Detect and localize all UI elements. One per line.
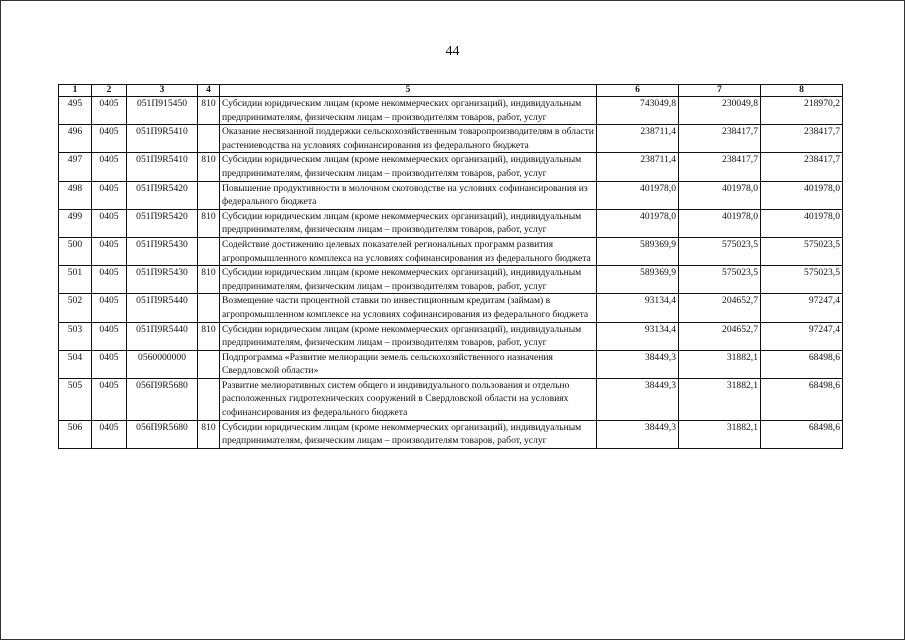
amount-col-6: 401978,0 (597, 209, 679, 237)
amount-col-7: 31882,1 (679, 350, 761, 378)
amount-col-6: 38449,3 (597, 350, 679, 378)
amount-col-6: 38449,3 (597, 420, 679, 448)
expense-kind-code: 810 (198, 209, 220, 237)
row-number: 498 (59, 181, 92, 209)
target-article-code: 056П9R5680 (127, 378, 198, 420)
table-header-row (59, 85, 843, 97)
expense-kind-code (198, 237, 220, 265)
target-article-code: 051П9R5430 (127, 266, 198, 294)
expense-kind-code (198, 125, 220, 153)
amount-col-8: 68498,6 (761, 378, 843, 420)
expense-kind-code (198, 378, 220, 420)
section-code: 0405 (92, 350, 127, 378)
section-code: 0405 (92, 294, 127, 322)
row-number: 503 (59, 322, 92, 350)
table-row (59, 322, 843, 350)
table-row (59, 294, 843, 322)
table-row (59, 125, 843, 153)
amount-col-6: 93134,4 (597, 294, 679, 322)
table-row (59, 378, 843, 420)
section-code: 0405 (92, 125, 127, 153)
amount-col-8: 68498,6 (761, 350, 843, 378)
expense-kind-code: 810 (198, 266, 220, 294)
amount-col-6: 38449,3 (597, 378, 679, 420)
item-name: Субсидии юридическим лицам (кроме некоммерческих организаций), индивидуальным предпринимателям, физическим лицам – производителям товаров, работ, услуг (220, 209, 597, 237)
target-article-code: 051П9R5410 (127, 125, 198, 153)
table-row (59, 97, 843, 125)
table-row (59, 181, 843, 209)
amount-col-8: 218970,2 (761, 97, 843, 125)
target-article-code: 051П9R5420 (127, 181, 198, 209)
table-row (59, 420, 843, 448)
table-row (59, 237, 843, 265)
amount-col-7: 401978,0 (679, 209, 761, 237)
table-row (59, 350, 843, 378)
table-row (59, 266, 843, 294)
page-number: 44 (445, 44, 460, 59)
target-article-code: 056П9R5680 (127, 420, 198, 448)
expense-kind-code: 810 (198, 97, 220, 125)
header-col-5: 5 (220, 85, 597, 97)
target-article-code: 051П9R5410 (127, 153, 198, 181)
item-name: Субсидии юридическим лицам (кроме некоммерческих организаций), индивидуальным предпринимателям, физическим лицам – производителям товаров, работ, услуг (220, 420, 597, 448)
header-col-1: 1 (59, 85, 92, 97)
target-article-code: 051П9R5440 (127, 294, 198, 322)
amount-col-6: 589369,9 (597, 266, 679, 294)
section-code: 0405 (92, 420, 127, 448)
amount-col-8: 575023,5 (761, 266, 843, 294)
amount-col-8: 401978,0 (761, 209, 843, 237)
expense-kind-code: 810 (198, 322, 220, 350)
item-name: Возмещение части процентной ставки по инвестиционным кредитам (займам) в агропромышленном комплексе на условиях софинансирования из федерального бюджета (220, 294, 597, 322)
header-col-8: 8 (761, 85, 843, 97)
budget-table (58, 84, 843, 449)
amount-col-6: 238711,4 (597, 153, 679, 181)
table-row (59, 209, 843, 237)
section-code: 0405 (92, 153, 127, 181)
item-name: Повышение продуктивности в молочном скотоводстве на условиях софинансирования из федерального бюджета (220, 181, 597, 209)
amount-col-6: 589369,9 (597, 237, 679, 265)
expense-kind-code (198, 350, 220, 378)
row-number: 504 (59, 350, 92, 378)
amount-col-8: 97247,4 (761, 322, 843, 350)
row-number: 506 (59, 420, 92, 448)
section-code: 0405 (92, 209, 127, 237)
amount-col-7: 575023,5 (679, 266, 761, 294)
item-name: Развитие мелиоративных систем общего и индивидуального пользования и отдельно расположенных гидротехнических сооружений в Свердловской области на условиях софинансирования из федерального бюджета (220, 378, 597, 420)
amount-col-7: 238417,7 (679, 153, 761, 181)
row-number: 505 (59, 378, 92, 420)
amount-col-6: 401978,0 (597, 181, 679, 209)
amount-col-6: 93134,4 (597, 322, 679, 350)
row-number: 495 (59, 97, 92, 125)
header-col-6: 6 (597, 85, 679, 97)
amount-col-8: 238417,7 (761, 153, 843, 181)
header-col-7: 7 (679, 85, 761, 97)
amount-col-8: 575023,5 (761, 237, 843, 265)
amount-col-7: 31882,1 (679, 378, 761, 420)
table-body (59, 97, 843, 449)
row-number: 502 (59, 294, 92, 322)
section-code: 0405 (92, 378, 127, 420)
table-row (59, 153, 843, 181)
row-number: 497 (59, 153, 92, 181)
target-article-code: 051П915450 (127, 97, 198, 125)
expense-kind-code (198, 294, 220, 322)
target-article-code: 051П9R5430 (127, 237, 198, 265)
item-name: Оказание несвязанной поддержки сельскохозяйственным товаропроизводителям в области растениеводства на условиях софинансирования из федерального бюджета (220, 125, 597, 153)
amount-col-7: 575023,5 (679, 237, 761, 265)
header-col-2: 2 (92, 85, 127, 97)
section-code: 0405 (92, 322, 127, 350)
amount-col-7: 401978,0 (679, 181, 761, 209)
amount-col-8: 401978,0 (761, 181, 843, 209)
amount-col-7: 238417,7 (679, 125, 761, 153)
amount-col-7: 204652,7 (679, 294, 761, 322)
amount-col-8: 68498,6 (761, 420, 843, 448)
row-number: 501 (59, 266, 92, 294)
amount-col-8: 97247,4 (761, 294, 843, 322)
item-name: Субсидии юридическим лицам (кроме некоммерческих организаций), индивидуальным предпринимателям, физическим лицам – производителям товаров, работ, услуг (220, 97, 597, 125)
section-code: 0405 (92, 266, 127, 294)
item-name: Субсидии юридическим лицам (кроме некоммерческих организаций), индивидуальным предпринимателям, физическим лицам – производителям товаров, работ, услуг (220, 266, 597, 294)
row-number: 500 (59, 237, 92, 265)
section-code: 0405 (92, 237, 127, 265)
item-name: Субсидии юридическим лицам (кроме некоммерческих организаций), индивидуальным предпринимателям, физическим лицам – производителям товаров, работ, услуг (220, 153, 597, 181)
target-article-code: 051П9R5440 (127, 322, 198, 350)
section-code: 0405 (92, 181, 127, 209)
item-name: Подпрограмма «Развитие мелиорации земель сельскохозяйственного назначения Свердловской области» (220, 350, 597, 378)
header-col-3: 3 (127, 85, 198, 97)
amount-col-7: 204652,7 (679, 322, 761, 350)
item-name: Субсидии юридическим лицам (кроме некоммерческих организаций), индивидуальным предпринимателям, физическим лицам – производителям товаров, работ, услуг (220, 322, 597, 350)
item-name: Содействие достижению целевых показателей региональных программ развития агропромышленного комплекса на условиях софинансирования из федерального бюджета (220, 237, 597, 265)
expense-kind-code: 810 (198, 420, 220, 448)
section-code: 0405 (92, 97, 127, 125)
amount-col-6: 238711,4 (597, 125, 679, 153)
amount-col-7: 31882,1 (679, 420, 761, 448)
target-article-code: 051П9R5420 (127, 209, 198, 237)
amount-col-6: 743049,8 (597, 97, 679, 125)
target-article-code: 0560000000 (127, 350, 198, 378)
row-number: 496 (59, 125, 92, 153)
expense-kind-code (198, 181, 220, 209)
header-col-4: 4 (198, 85, 220, 97)
expense-kind-code: 810 (198, 153, 220, 181)
row-number: 499 (59, 209, 92, 237)
amount-col-8: 238417,7 (761, 125, 843, 153)
amount-col-7: 230049,8 (679, 97, 761, 125)
